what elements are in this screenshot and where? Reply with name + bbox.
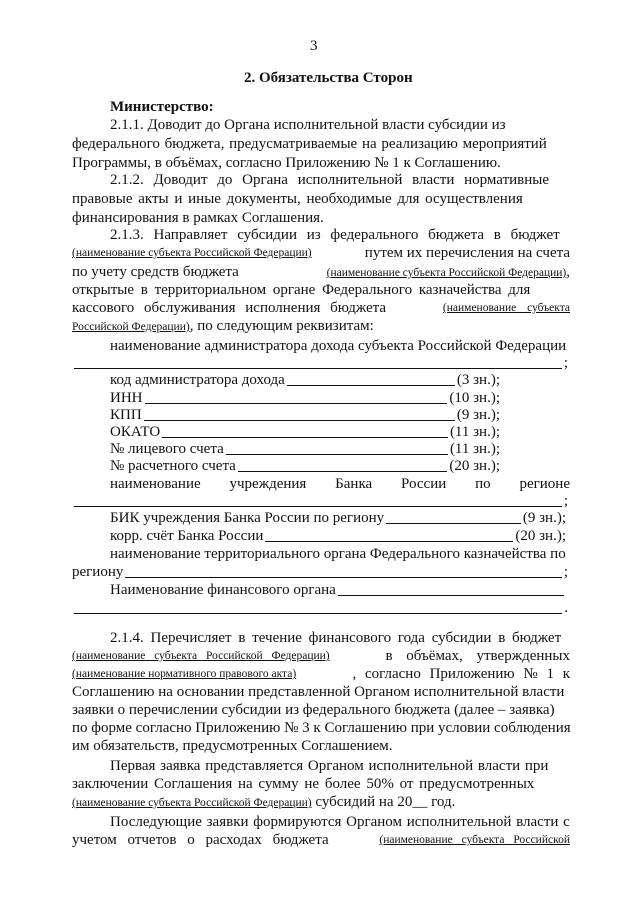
normative-act-placeholder: (наименование нормативного правового акта) (72, 668, 297, 680)
p214-line-1: 2.1.4. Перечисляет в течение финансового года субсидии в бюджет (110, 630, 562, 646)
p211-line-1: 2.1.1. Доводит до Органа исполнительной власти субсидии из (110, 117, 506, 133)
p-first-line-1: Первая заявка представляется Органом исполнительной власти при (110, 758, 549, 774)
p-next-line-1: Последующие заявки формируются Органом исполнительной власти с (110, 814, 570, 830)
p211-line-3: Программы, в объёмах, согласно Приложению № 1 к Соглашению. (72, 155, 501, 171)
p-next-line-2: учетом отчетов о расходах бюджета (наименование субъекта Российской (72, 832, 570, 848)
blank-line (162, 424, 448, 438)
personal-account-row: № лицевого счета (11 зн.); (110, 441, 500, 457)
blank-line (74, 355, 562, 369)
p211-line-2: федерального бюджета, предусматриваемые на реализацию мероприятий (72, 136, 547, 152)
p213-line-2: (наименование субъекта Российской Федерации) путем их перечисления на счета (72, 245, 570, 261)
p214-line-4: Соглашению на основании представленной Органом исполнительной власти (72, 684, 565, 700)
admin-name-field: ; (72, 355, 568, 372)
subject-name-placeholder: (наименование субъекта Российской (379, 834, 570, 846)
subject-name-placeholder: (наименование субъекта Российской Федерации) (72, 247, 312, 259)
p-first-line-3: (наименование субъекта Российской Федерации) субсидий на 20__ год. (72, 794, 456, 810)
p214-line-3: (наименование нормативного правового акта) , согласно Приложению № 1 к (72, 666, 570, 682)
subject-name-placeholder: (наименование субъекта (442, 302, 570, 314)
ministry-heading: Министерство: (110, 99, 214, 115)
tofk-label: наименование территориального органа Федерального казначейства по (110, 546, 566, 562)
fin-org-row: Наименование финансового органа (110, 582, 566, 599)
blank-line (338, 582, 564, 596)
blank-line (125, 564, 561, 578)
blank-line (265, 528, 513, 542)
p214-line-5: заявки о перечислении субсидии из федерального бюджета (далее – заявка) (72, 702, 555, 718)
page-number: 3 (310, 38, 318, 54)
p-first-line-2: заключении Соглашения на сумму не более 50% от предусмотренных (72, 776, 535, 792)
bank-name-field: ; (72, 493, 568, 510)
subject-name-placeholder: Российской Федерации) (72, 321, 190, 333)
settlement-account-row: № расчетного счета (20 зн.); (110, 458, 500, 474)
tofk-field: региону ; (72, 564, 568, 580)
p213-line-4: открытые в территориальном органе Федерального казначейства для (72, 282, 531, 298)
blank-line (238, 458, 448, 472)
blank-line (144, 407, 455, 421)
blank-line (74, 493, 562, 507)
p213-line-1: 2.1.3. Направляет субсидии из федерального бюджета в бюджет (110, 227, 560, 243)
okato-row: ОКАТО (11 зн.); (110, 424, 500, 440)
blank-line (226, 441, 448, 455)
bank-name-label: наименование учреждения Банка России по регионе (110, 476, 570, 492)
fin-org-field: . (72, 600, 568, 617)
p214-line-6: по форме согласно Приложению № 3 к Соглашению при условии соблюдения (72, 720, 571, 736)
p212-line-1: 2.1.2. Доводит до Органа исполнительной власти нормативные (110, 172, 550, 188)
admin-name-label: наименование администратора дохода субъекта Российской Федерации (110, 338, 567, 354)
p213-line-5: кассового обслуживания исполнения бюджета (наименование субъекта (72, 300, 570, 316)
inn-row: ИНН (10 зн.); (110, 390, 500, 406)
corr-account-row: корр. счёт Банка России (20 зн.); (110, 528, 566, 544)
blank-line (287, 372, 455, 386)
blank-line (145, 390, 448, 404)
kpp-row: КПП (9 зн.); (110, 407, 500, 423)
bik-row: БИК учреждения Банка России по региону (9 зн.); (110, 510, 566, 526)
p213-line-3: по учету средств бюджета (наименование субъекта Российской Федерации), (72, 264, 570, 280)
p212-line-3: финансирования в рамках Соглашения. (72, 210, 324, 226)
blank-line (74, 600, 562, 614)
subject-name-placeholder: (наименование субъекта Российской Федерации) (72, 650, 330, 662)
subject-name-placeholder: (наименование субъекта Российской Федерации) (326, 267, 567, 279)
section-title: 2. Обязательства Сторон (244, 70, 413, 86)
blank-line (386, 510, 521, 524)
subject-name-placeholder: (наименование субъекта Российской Федерации) (72, 797, 312, 809)
p212-line-2: правовые акты и иные документы, необходимые для осуществления (72, 191, 523, 207)
p214-line-7: им обязательств, предусмотренных Соглашением. (72, 738, 393, 754)
p214-line-2: (наименование субъекта Российской Федерации) в объёмах, утвержденных (72, 648, 570, 664)
p213-line-6: Российской Федерации), по следующим реквизитам: (72, 318, 374, 334)
admin-code-row: код администратора дохода (3 зн.); (110, 372, 500, 388)
